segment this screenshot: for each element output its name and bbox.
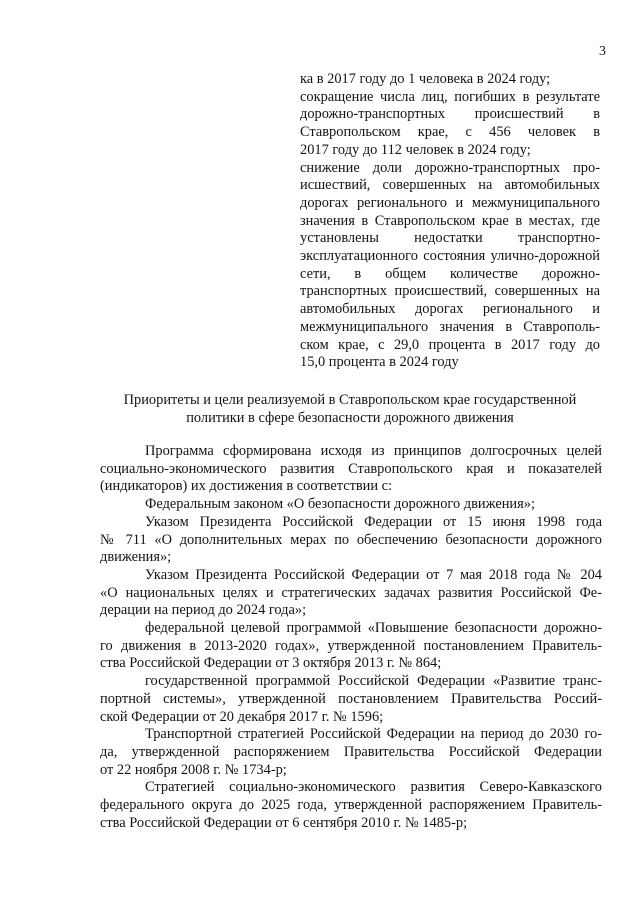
paragraph-line: дерации на период до 2024 года»; [100,602,307,619]
body-text [100,443,602,832]
paragraph-line: ства Российской Федерации от 6 сентября 2010 г. № 1485-р; [100,814,468,831]
right-column-line: дорожно-транспортных происшествий в [300,106,600,123]
paragraph-line: Указом Президента Российской Федерации от 15 июня 1998 года [145,513,602,530]
paragraph-line: государственной программой Российской Федерации «Развитие транс- [145,673,602,690]
paragraph-line: № 711 «О дополнительных мерах по обеспечению безопасности дорожного [100,531,602,548]
paragraph-line: ской Федерации от 20 декабря 2017 г. № 1596; [100,708,384,725]
paragraph-line: Транспортной стратегией Российской Федерации на период до 2030 го- [145,726,602,743]
paragraph [100,726,602,779]
paragraph-line: федерального округа до 2025 года, утвержденной распоряжением Правитель- [100,797,602,814]
paragraph-line: (индикаторов) их достижения в соответствии с: [100,478,393,495]
right-column-line: эксплуатационного состояния улично-дорожной [300,248,600,265]
paragraph [100,779,602,832]
paragraph [100,673,602,726]
right-column-line: исшествий, совершенных на автомобильных [300,177,600,194]
paragraph-line: «О национальных целях и стратегических задачах развития Российской Фе- [100,584,602,601]
right-column-line: установлены недостатки транспортно- [300,230,600,247]
paragraph [100,620,602,673]
section-heading [100,392,600,427]
paragraph-line: да, утвержденной распоряжением Правительства Российской Федерации [100,743,602,760]
paragraph [100,496,602,514]
paragraph-line: ства Российской Федерации от 3 октября 2013 г. № 864; [100,655,442,672]
page-number: 3 [599,44,606,59]
paragraph-line: Федеральным законом «О безопасности дорожного движения»; [145,496,535,513]
right-column-line: 2017 году до 112 человек в 2024 году; [300,141,531,158]
paragraph-line: портной системы», утвержденной постановлением Правительства Россий- [100,690,602,707]
paragraph-line: Стратегией социально-экономического развития Северо-Кавказского [145,779,602,796]
right-column-line: автомобильных дорогах регионального и [300,301,600,318]
paragraph [100,514,602,567]
right-column-line: сокращение числа лиц, погибших в результате [300,88,600,105]
right-column-line: 15,0 процента в 2024 году [300,354,459,371]
paragraph [100,443,602,496]
heading-line: политики в сфере безопасности дорожного движения [186,409,514,426]
right-column-line: межмуниципального значения в Ставрополь- [300,318,600,335]
right-column-line: транспортных происшествий, совершенных на [300,283,600,300]
paragraph-line: движения»; [100,549,172,566]
paragraph-line: от 22 ноября 2008 г. № 1734-р; [100,761,287,778]
right-column-line: ка в 2017 году до 1 человека в 2024 году; [300,71,551,87]
paragraph-line: Указом Президента Российской Федерации от 7 мая 2018 года № 204 [145,566,602,583]
paragraph [100,567,602,620]
right-column-line: значения в Ставропольском крае в местах, где [300,212,600,229]
right-column-line: снижение доли дорожно-транспортных про- [300,159,600,176]
right-column-line: дорогах регионального и межмуниципального [300,194,600,211]
paragraph-line: го движения в 2013-2020 годах», утвержденной постановлением Правитель- [100,637,602,654]
right-column-line: сети, в общем количестве дорожно- [300,265,600,282]
right-column-line: ском крае, с 29,0 процента в 2017 году до [300,336,600,353]
right-column-text [300,71,600,372]
paragraph-line: Программа сформирована исходя из принципов долгосрочных целей [145,443,602,459]
right-column-line: Ставропольском крае, с 456 человек в [300,124,600,141]
heading-line: Приоритеты и цели реализуемой в Ставропольском крае государственной [123,392,577,408]
paragraph-line: социально-экономического развития Ставропольского края и показателей [100,460,602,477]
paragraph-line: федеральной целевой программой «Повышение безопасности дорожно- [145,620,602,637]
